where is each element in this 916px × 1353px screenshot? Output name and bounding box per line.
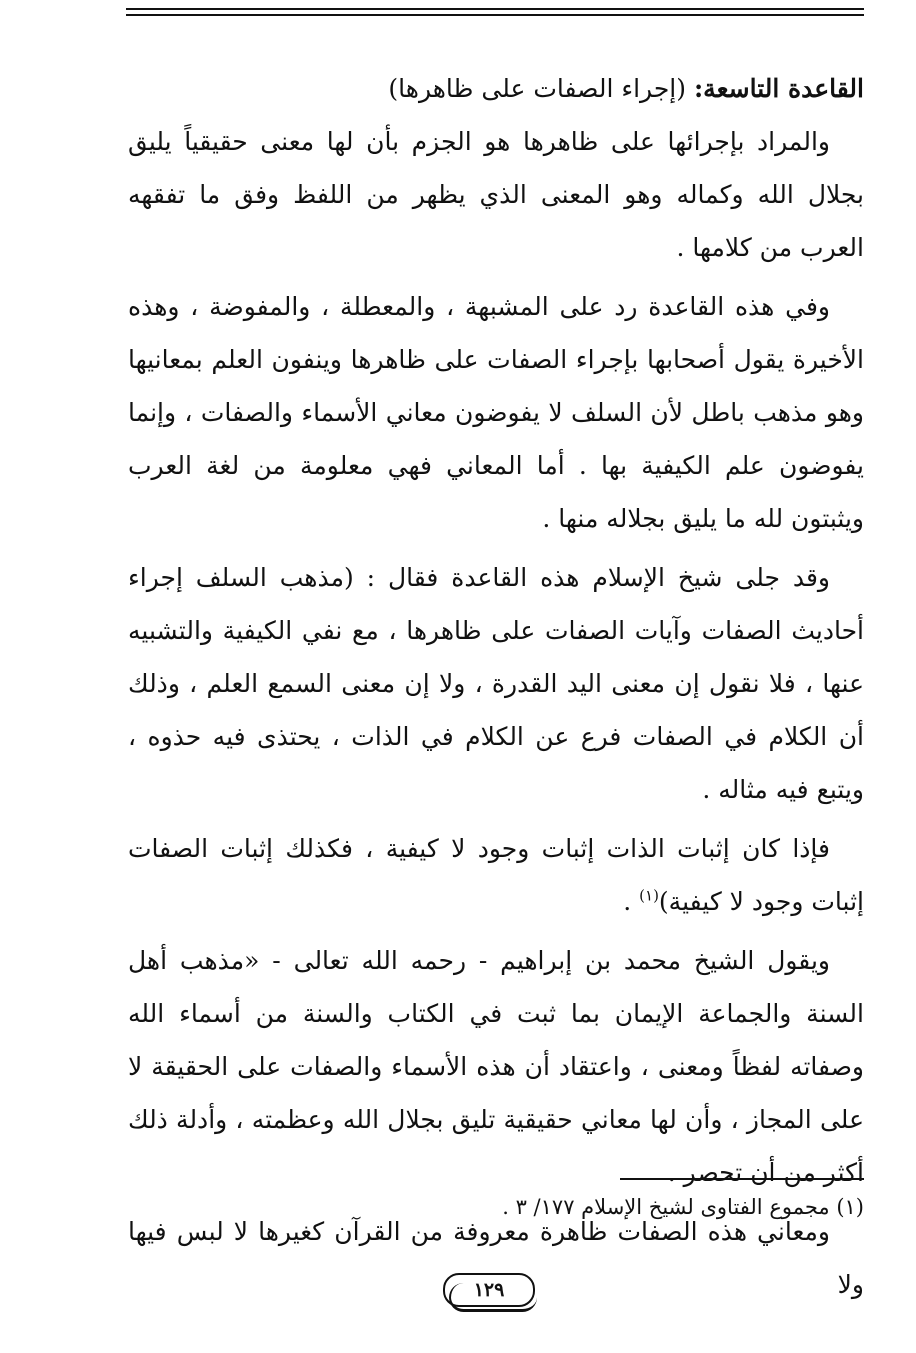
rule-heading-title: (إجراء الصفات على ظاهرها)	[388, 74, 694, 103]
paragraph-meaning: والمراد بإجرائها على ظاهرها هو الجزم بأن لها معنى حقيقياً يليق بجلال الله وكماله وهو المعنى الذي يظهر من اللفظ وفق ما تفقهه العرب من كلامها .	[128, 127, 864, 262]
paragraph-quote-conclusion	[128, 822, 864, 928]
rule-heading	[128, 62, 864, 115]
page-body	[128, 62, 864, 1317]
paragraph-refutation: وفي هذه القاعدة رد على المشبهة ، والمعطلة ، والمفوضة ، وهذه الأخيرة يقول أصحابها بإجراء الصفات على ظاهرها وينفون العلم بمعانيها وهو مذهب باطل لأن السلف لا يفوضون معاني الأسماء والصفات ، وإنما يفوضون علم الكيفية بها . أما المعاني فهي معلومة من لغة العرب ويثبتون لله ما يليق بجلاله منها .	[128, 292, 864, 533]
paragraph-ibn-taymiyyah-quote: وقد جلى شيخ الإسلام هذه القاعدة فقال : (مذهب السلف إجراء أحاديث الصفات وآيات الصفات على ظاهرها ، مع نفي الكيفية والتشبيه عنها ، فلا نقول إن معنى اليد القدرة ، ولا إن معنى السمع العلم ، وذلك أن الكلام في الصفات فرع عن الكلام في الذات ، يحتذى فيه حذوه ، ويتبع فيه مثاله .	[128, 563, 864, 804]
paragraph-ibn-ibrahim-quote: ويقول الشيخ محمد بن إبراهيم - رحمه الله تعالى - «مذهب أهل السنة والجماعة الإيمان بما ثبت في الكتاب والسنة من أسماء الله وصفاته لفظاً ومعنى ، واعتقاد أن هذه الأسماء والصفات على الحقيقة لا على المجاز ، وأن لها معاني حقيقية تليق بجلال الله وعظمته ، وأدلة ذلك أكثر من أن تحصر .	[128, 946, 865, 1187]
footnote-separator	[620, 1178, 864, 1180]
rule-heading-label: القاعدة التاسعة:	[693, 74, 864, 103]
footnote-text: (١) مجموع الفتاوى لشيخ الإسلام ١٧٧/ ٣ .	[502, 1195, 864, 1219]
footnote-reference[interactable]: (١)	[639, 886, 659, 905]
header-rule-bottom	[126, 14, 864, 16]
quote-conclusion-end: .	[623, 887, 640, 916]
quote-conclusion-text: فإذا كان إثبات الذات إثبات وجود لا كيفية ، فكذلك إثبات الصفات إثبات وجود لا كيفية)	[128, 834, 864, 916]
page-number: ١٢٩	[443, 1273, 535, 1307]
header-rule-top	[126, 8, 864, 10]
paragraph-continuation: ومعاني هذه الصفات ظاهرة معروفة من القرآن كغيرها لا لبس فيها ولا	[128, 1217, 864, 1299]
